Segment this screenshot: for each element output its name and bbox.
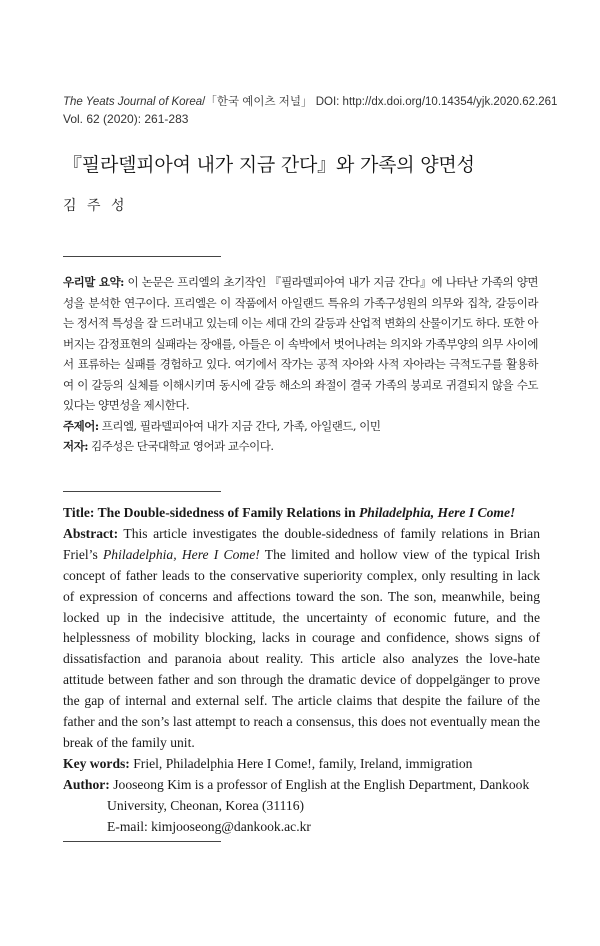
kr-keywords: 프리엘, 필라델피아여 내가 지금 간다, 가족, 아일랜드, 이민 [98, 418, 381, 433]
english-abstract [63, 503, 540, 838]
divider-bottom [63, 841, 221, 842]
journal-name: The Yeats Journal of Korea [63, 96, 203, 108]
volume-info: Vol. 62 (2020): 261-283 [63, 112, 189, 126]
en-title-italic: Philadelphia, Here I Come! [358, 505, 516, 520]
en-abstract-italic: Philadelphia, Here I Come! [102, 546, 260, 562]
divider-middle [63, 491, 221, 492]
en-keywords-label: Key words: [63, 755, 130, 771]
en-title-line [63, 503, 540, 524]
en-author-line [63, 775, 540, 796]
en-author-email: E-mail: kimjooseong@dankook.ac.kr [107, 818, 311, 834]
en-author-line2: University, Cheonan, Korea (31116) [107, 797, 305, 813]
journal-name-kr: /「한국 예이츠 저널」 [202, 96, 313, 108]
en-keywords: Friel, Philadelphia Here I Come!, family, Ireland, immigration [129, 755, 473, 771]
kr-abstract-label: 우리말 요약: [63, 275, 124, 289]
en-author-line1: Jooseong Kim is a professor of English at the English Department, Dankook [109, 776, 530, 792]
en-abstract-pre: This article investigates the double-sidedness of family relations in Brian Friel’s [63, 525, 540, 562]
en-author-label: Author: [63, 776, 110, 792]
journal-header [63, 94, 563, 128]
doi: DOI: http://dx.doi.org/10.14354/yjk.2020.62.261 [312, 96, 558, 108]
en-abstract [63, 524, 540, 754]
kr-author-text: 김주성은 단국대학교 영어과 교수이다. [87, 439, 274, 453]
kr-keywords-label: 주제어: [63, 418, 99, 433]
divider-top [63, 256, 221, 257]
paper-title: 『필라델피아여 내가 지금 간다』와 가족의 양면성 [63, 154, 475, 176]
kr-author-label: 저자: [63, 439, 88, 453]
korean-abstract [63, 272, 538, 457]
en-keywords-line [63, 754, 540, 775]
paper-author: 김 주 성 [63, 198, 128, 214]
en-abstract-label: Abstract: [63, 525, 119, 541]
en-abstract-post: The limited and hollow view of the typical Irish concept of father leads to the conservative superiority complex, only resulting in lack of expression of concerns and affections toward the son. The son, meanwhile, being locked up in the indecisive attitude, the uncertainty of economic future, and the helplessness of mobility blocking, lacks in courage and confidence, shows signs of dissatisfaction and paranoia about reality. This article also analyzes the love-hate attitude between father and son through the dramatic device of doppelgänger to prove the gap of internal and external self. The article claims that despite the failure of the father and the son’s last attempt to reach a consensus, this does not eventually mean the break of the family unit. [63, 546, 541, 750]
kr-abstract-text: 이 논문은 프리엘의 초기작인 『필라델피아여 내가 지금 간다』에 나타난 가족의 양면성을 분석한 연구이다. 프리엘은 이 작품에서 아일랜드 특유의 가족구성원의 의무와 집착, 갈등이라는 정서적 특성을 잘 드러내고 있는데 이는 세대 간의 갈등과 산업적 변화의 산물이기도 하다. 또한 아버지는 감정표현의 실패라는 장애를, 아들은 이 속박에서 벗어나려는 의지와 가족부양의 의무 사이에서 표류하는 실패를 경험하고 있다. 여기에서 작가는 공적 자아와 사적 자아라는 극적도구를 활용하여 이 갈등의 실체를 이해시키며 동시에 갈등 해소의 좌절이 결국 가족의 붕괴로 귀결되지 않을 수도 있다는 양면성을 제시한다. [63, 275, 538, 412]
en-title-label: Title: The Double-sidedness of Family Relations in [63, 505, 359, 520]
